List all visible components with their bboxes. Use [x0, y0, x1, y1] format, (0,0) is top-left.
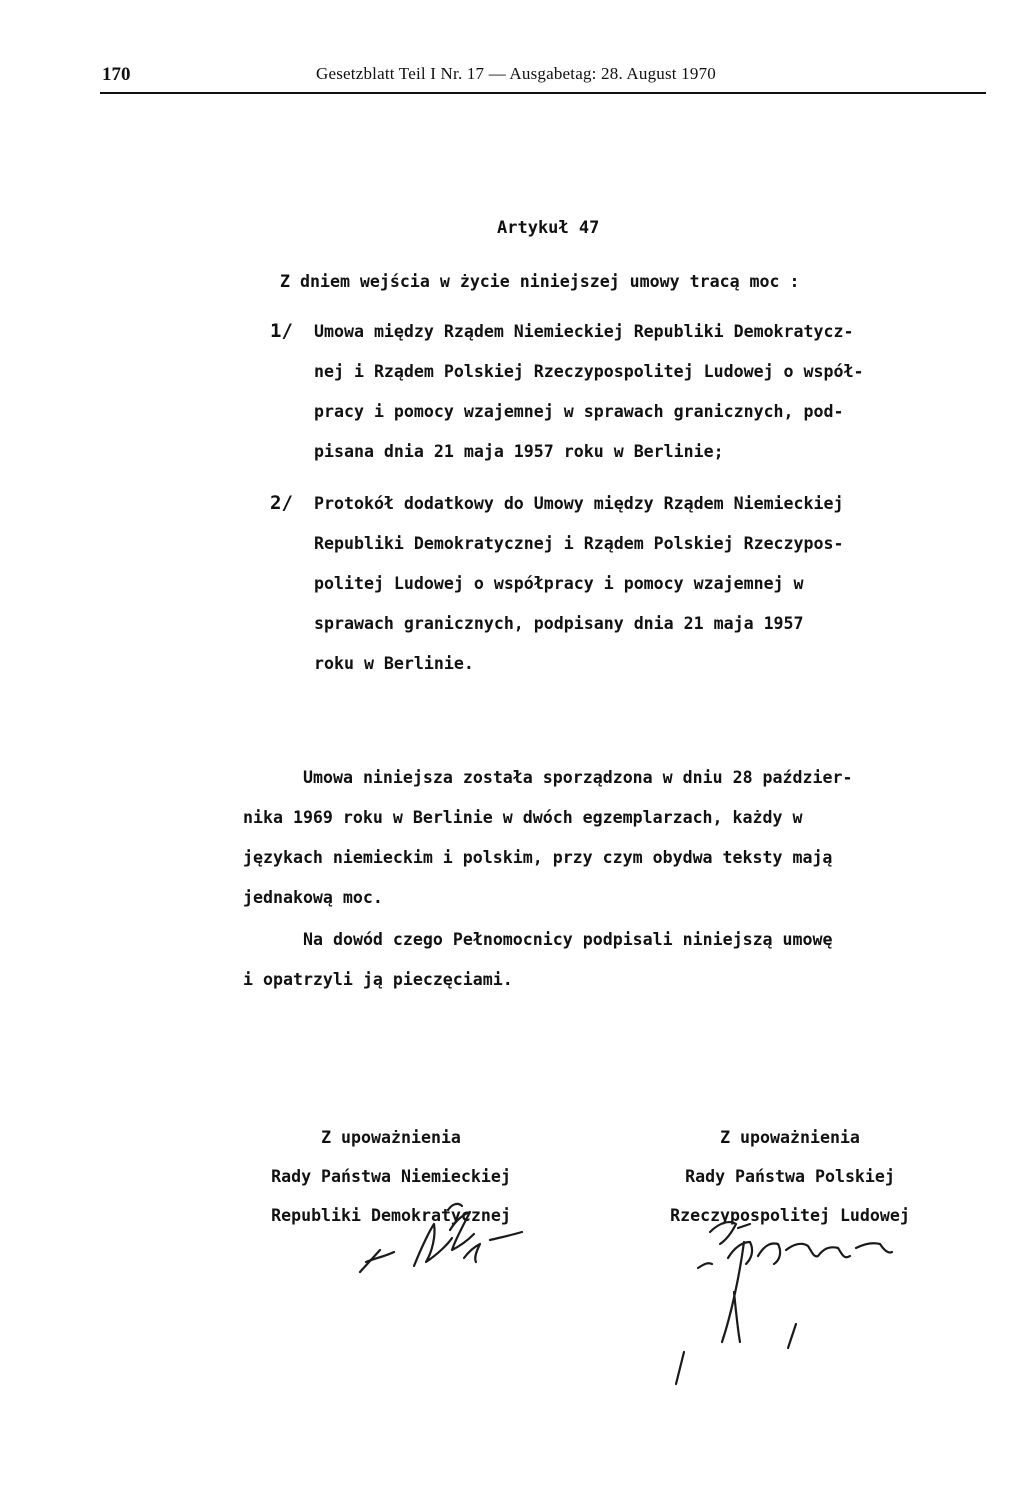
item-number: 1/	[270, 320, 293, 342]
signature-caption: Rady Państwa Polskiej	[685, 1167, 895, 1186]
item-line: pisana dnia 21 maja 1957 roku w Berlinie;	[314, 442, 724, 461]
item-line: Protokół dodatkowy do Umowy między Rządem Niemieckiej	[314, 494, 844, 513]
signature-caption: Z upoważnienia	[321, 1128, 461, 1147]
signature-caption: Republiki Demokratycznej	[271, 1206, 511, 1225]
item-line: nej i Rządem Polskiej Rzeczypospolitej Ludowej o współ-	[314, 362, 864, 381]
running-head: Gesetzblatt Teil I Nr. 17 — Ausgabetag: 28. August 1970	[316, 64, 716, 83]
item-line: Republiki Demokratycznej i Rządem Polskiej Rzeczypos-	[314, 534, 844, 553]
signature-caption: Rzeczypospolitej Ludowej	[670, 1206, 910, 1225]
closing-line: nika 1969 roku w Berlinie w dwóch egzemplarzach, każdy w	[243, 808, 803, 827]
closing-line: Na dowód czego Pełnomocnicy podpisali niniejszą umowę	[303, 930, 833, 949]
closing-line: jednakową moc.	[243, 888, 383, 907]
item-number: 2/	[270, 492, 293, 514]
closing-line: językach niemieckim i polskim, przy czym obydwa teksty mają	[243, 848, 833, 867]
closing-line: i opatrzyli ją pieczęciami.	[243, 970, 513, 989]
header-rule	[100, 92, 986, 94]
item-line: politej Ludowej o współpracy i pomocy wzajemnej w	[314, 574, 804, 593]
article-intro: Z dniem wejścia w życie niniejszej umowy tracą moc :	[280, 272, 800, 291]
page-number: 170	[102, 64, 131, 85]
handwritten-signature-icon	[670, 1212, 920, 1392]
closing-line: Umowa niniejsza została sporządzona w dniu 28 paździer-	[303, 768, 853, 787]
handwritten-signature-icon	[352, 1200, 542, 1290]
signature-caption: Rady Państwa Niemieckiej	[271, 1167, 511, 1186]
item-line: sprawach granicznych, podpisany dnia 21 maja 1957	[314, 614, 804, 633]
item-line: roku w Berlinie.	[314, 654, 474, 673]
item-line: Umowa między Rządem Niemieckiej Republiki Demokratycz-	[314, 322, 854, 341]
article-title: Artykuł 47	[497, 218, 600, 238]
signature-caption: Z upoważnienia	[720, 1128, 860, 1147]
item-line: pracy i pomocy wzajemnej w sprawach granicznych, pod-	[314, 402, 844, 421]
